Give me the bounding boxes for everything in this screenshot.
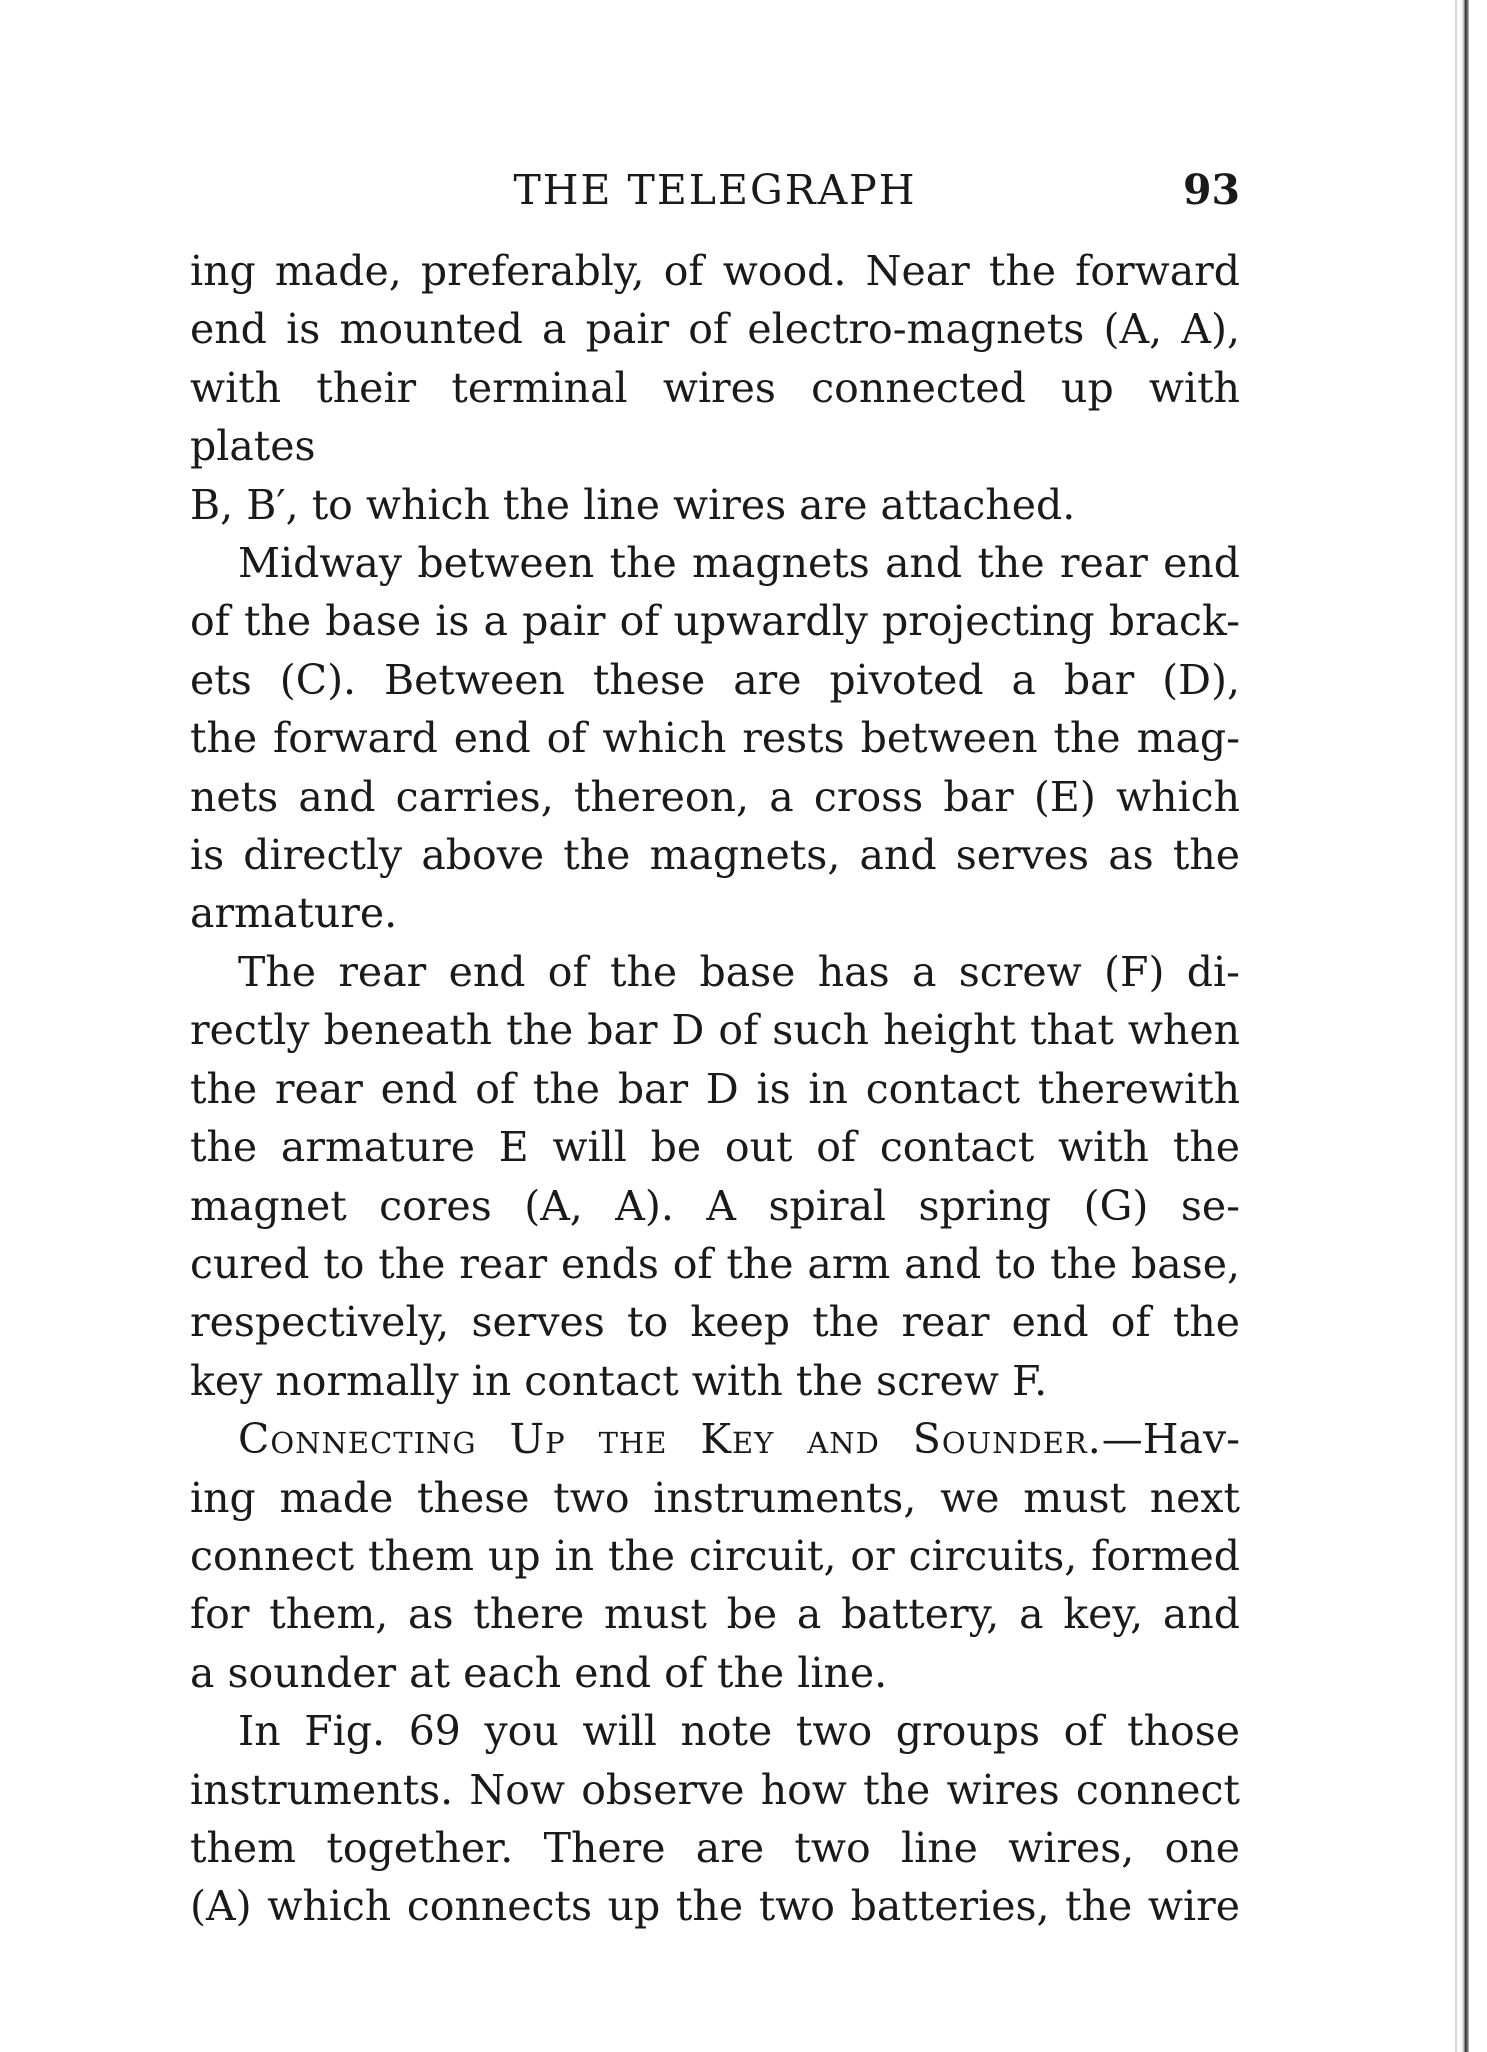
page-number: 93	[1182, 166, 1240, 214]
text-line: the armature E will be out of contact with the	[190, 1123, 1240, 1172]
text-line: B, B′, to which the line wires are attached.	[190, 480, 1076, 529]
text-line: ing made, preferably, of wood. Near the forward	[190, 247, 1240, 295]
text-line: is directly above the magnets, and serves as the	[190, 831, 1240, 880]
text-line: respectively, serves to keep the rear end of the	[190, 1298, 1240, 1347]
text-line: armature.	[190, 889, 398, 938]
text-line: them together. There are two line wires, one	[190, 1823, 1240, 1872]
text-line: instruments. Now observe how the wires connect	[190, 1765, 1240, 1814]
text-line: In Fig. 69 you will note two groups of those	[238, 1707, 1240, 1756]
text-line: ing made these two instruments, we must next	[190, 1473, 1240, 1522]
text-line: the rear end of the bar D is in contact therewith	[190, 1064, 1240, 1113]
text-line: (A) which connects up the two batteries, the wire	[190, 1882, 1240, 1931]
text-line: rectly beneath the bar D of such height that when	[190, 1006, 1240, 1055]
text-line: with their terminal wires connected up with plates	[190, 363, 1240, 471]
text-line: cured to the rear ends of the arm and to the base,	[190, 1239, 1240, 1288]
section-heading: Connecting Up the Key and Sounder.	[238, 1415, 1102, 1464]
text-line: Midway between the magnets and the rear end	[238, 539, 1240, 588]
text-fragment: —Hav-	[1101, 1415, 1240, 1464]
text-line: for them, as there must be a battery, a key, and	[190, 1590, 1240, 1639]
text-line: ets (C). Between these are pivoted a bar (D),	[190, 655, 1240, 704]
running-title: THE TELEGRAPH	[513, 166, 917, 214]
gutter-shadow	[1455, 0, 1457, 2052]
text-line: connect them up in the circuit, or circuits, formed	[190, 1531, 1240, 1580]
text-line: nets and carries, thereon, a cross bar (E) which	[190, 772, 1240, 821]
text-line: The rear end of the base has a screw (F) di-	[238, 947, 1240, 996]
text-line: of the base is a pair of upwardly projecting brack-	[190, 597, 1240, 646]
body-text	[190, 242, 1240, 1936]
text-line: magnet cores (A, A). A spiral spring (G) se-	[190, 1181, 1240, 1230]
book-spine-edge	[1461, 0, 1469, 2052]
section-heading-line	[190, 1410, 1240, 1468]
text-line: a sounder at each end of the line.	[190, 1648, 888, 1697]
page-header	[190, 160, 1240, 220]
text-line: key normally in contact with the screw F.	[190, 1356, 1048, 1405]
text-line: end is mounted a pair of electro-magnets (A, A),	[190, 305, 1240, 354]
text-line: the forward end of which rests between the mag-	[190, 714, 1240, 763]
